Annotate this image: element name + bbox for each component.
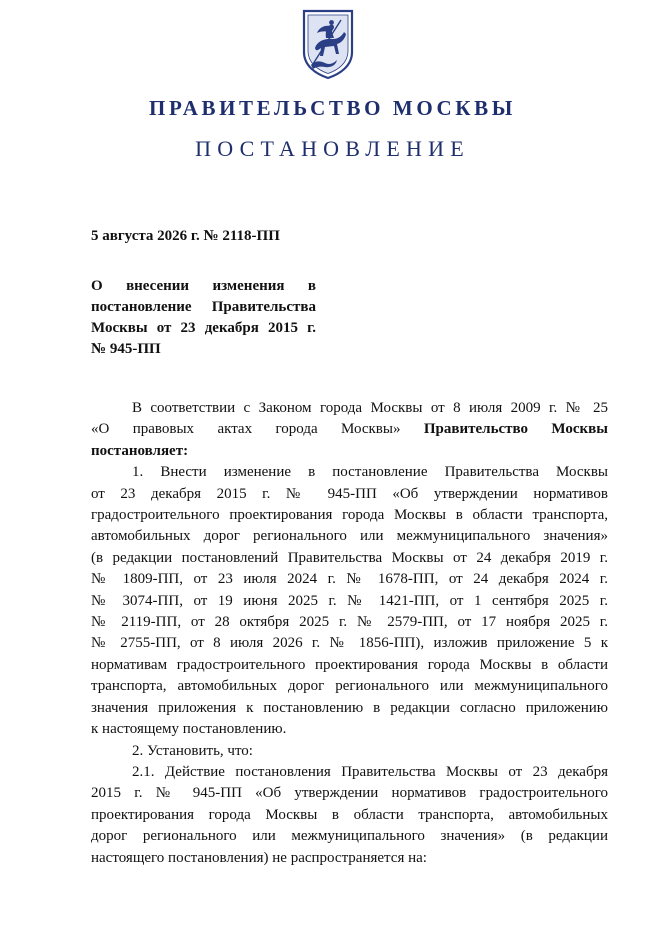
document-type: ПОСТАНОВЛЕНИЕ (195, 136, 470, 161)
body-line: автомобильных дорог регионального или межмуниципального значения» (91, 528, 608, 545)
government-name: ПРАВИТЕЛЬСТВО МОСКВЫ (149, 96, 516, 120)
title-line: № 945-ПП (91, 341, 161, 357)
document-date-number: 5 августа 2026 г. № 2118-ПП (91, 228, 280, 244)
body-line: к настоящему постановлению. (91, 721, 287, 738)
moscow-coat-of-arms-icon (301, 8, 355, 80)
body-line: настоящего постановления) не распространяется на: (91, 849, 427, 866)
body-line: № 2755-ПП, от 8 июля 2026 г. № 1856-ПП), изложив приложение 5 к (91, 635, 608, 652)
body-line: от 23 декабря 2015 г. № 945-ПП «Об утверждении нормативов (91, 485, 608, 502)
body-line: значения приложения к постановлению в редакции согласно приложению (91, 699, 608, 716)
body-line: (в редакции постановлений Правительства Москвы от 24 декабря 2019 г. (91, 549, 608, 566)
body-line: № 3074-ПП, от 19 июня 2025 г. № 1421-ПП, от 1 сентября 2025 г. (91, 592, 608, 609)
preamble-text: «О правовых актах города Москвы» (91, 421, 401, 438)
body-line: нормативам градостроительного проектирования города Москвы в области (91, 656, 608, 673)
body-line: градостроительного проектирования города Москвы в области транспорта, (91, 507, 608, 524)
body-line: 2015 г. № 945-ПП «Об утверждении нормативов градостроительного (91, 785, 608, 802)
document-title (91, 276, 316, 360)
preamble-line (91, 419, 608, 440)
body-line: 2.1. Действие постановления Правительства Москвы от 23 декабря (132, 763, 608, 780)
title-line: Москвы от 23 декабря 2015 г. (91, 320, 316, 336)
body-line: № 2119-ПП, от 28 октября 2025 г. № 2579-ПП, от 17 ноября 2025 г. (91, 614, 608, 631)
body-line: 1. Внести изменение в постановление Правительства Москвы (132, 464, 608, 481)
body-line: 2. Установить, что: (132, 742, 253, 759)
preamble-bold: Правительство Москвы (423, 421, 608, 438)
body-line: № 1809-ПП, от 23 июля 2024 г. № 1678-ПП, от 24 декабря 2024 г. (91, 571, 608, 588)
body-line: дорог регионального или межмуниципального значения» (в редакции (91, 828, 608, 845)
title-line: О внесении изменения в (91, 278, 316, 294)
preamble-line: В соответствии с Законом города Москвы от 8 июля 2009 г. № 25 (132, 400, 608, 416)
preamble-line: постановляет: (91, 442, 189, 459)
body-line: транспорта, автомобильных дорог регионального или межмуниципального (91, 678, 608, 695)
body-line: проектирования города Москвы в области транспорта, автомобильных (91, 806, 608, 823)
title-line: постановление Правительства (91, 299, 316, 315)
document-body (91, 398, 608, 869)
